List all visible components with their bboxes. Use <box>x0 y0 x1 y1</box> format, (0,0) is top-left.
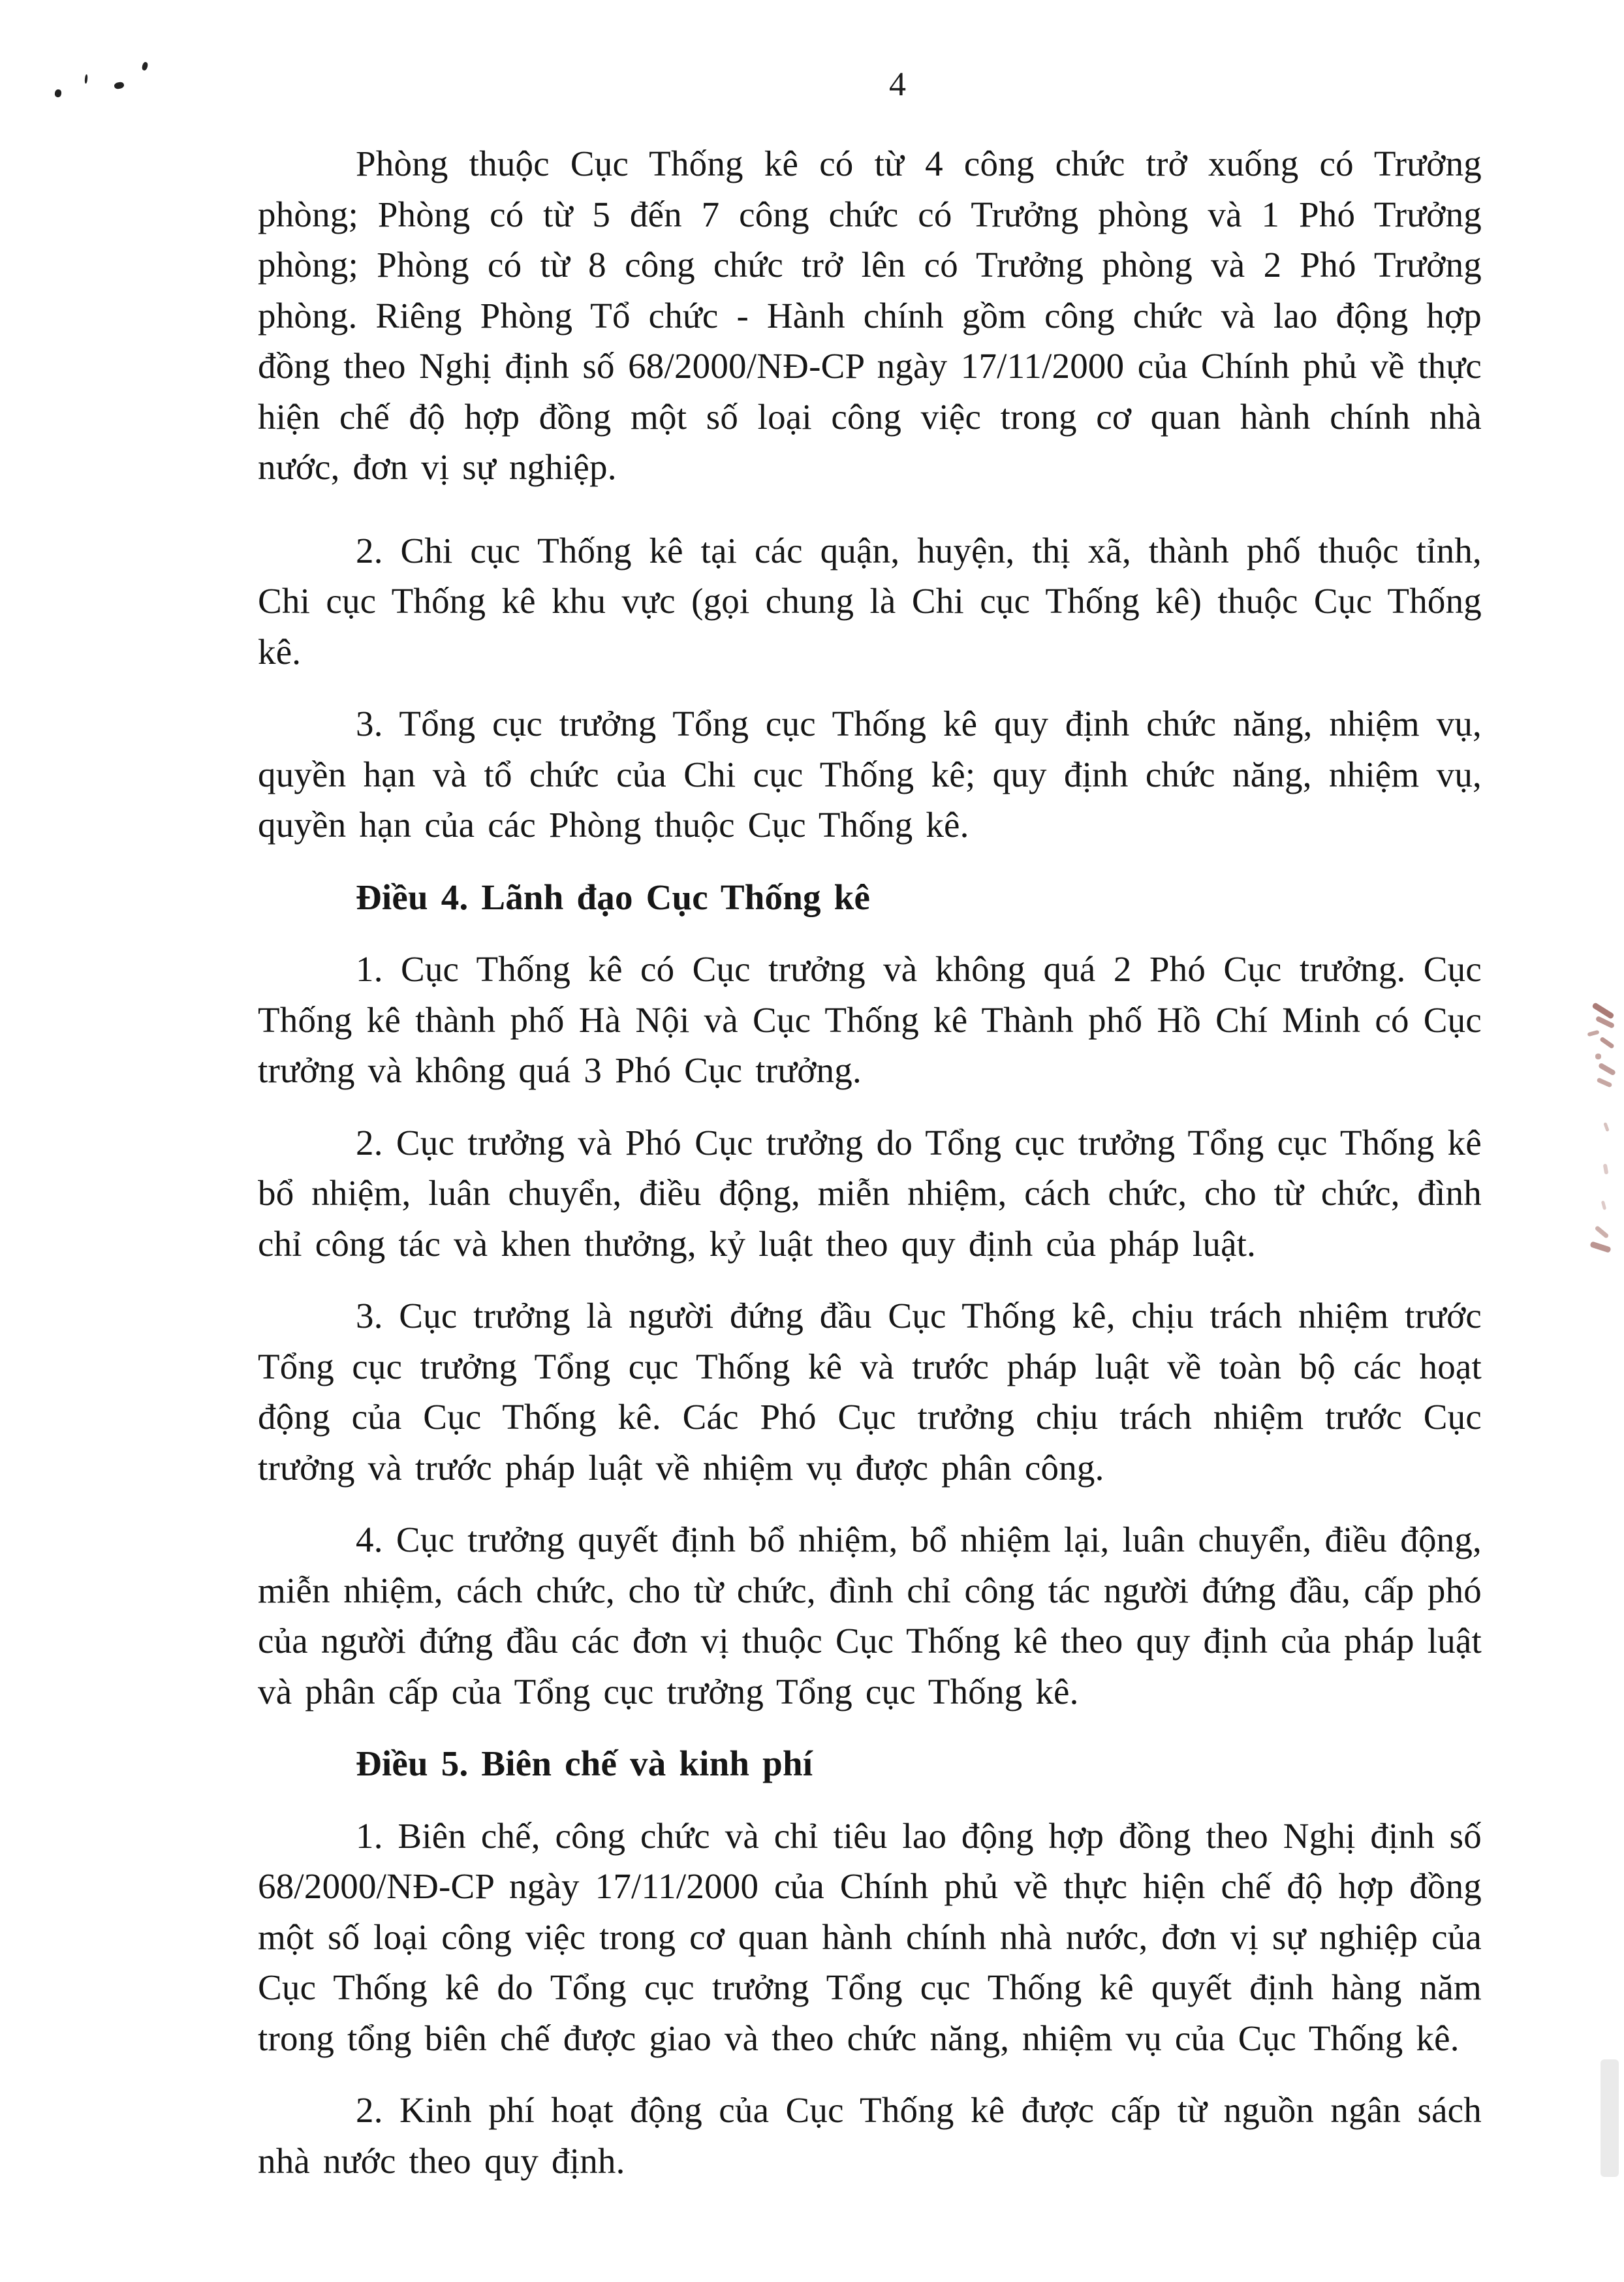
ink-speck <box>84 74 87 84</box>
paragraph-dieu5-1: 1. Biên chế, công chức và chỉ tiêu lao động hợp đồng theo Nghị định số 68/2000/NĐ-CP ngày 17/11/2000 của Chính phủ về thực hiện chế độ hợp đồng một số loại công việc trong cơ quan hành chính nhà nước, đơn vị sự nghiệp của Cục Thống kê do Tổng cục trưởng Tổng cục Thống kê quyết định hàng năm trong tổng biên chế được giao và theo chức năng, nhiệm vụ của Cục Thống kê. <box>258 1815 1482 2058</box>
margin-handwriting-mark <box>1591 1002 1614 1020</box>
ink-speck <box>54 89 62 98</box>
margin-handwriting-mark <box>1601 1200 1606 1210</box>
margin-handwriting-mark <box>1599 1037 1615 1050</box>
paragraph-dieu4-3: 3. Cục trưởng là người đứng đầu Cục Thống kê, chịu trách nhiệm trước Tổng cục trưởng Tổng cục Thống kê và trước pháp luật về toàn bộ các hoạt động của Cục Thống kê. Các Phó Cục trưởng chịu trách nhiệm trước Cục trưởng và trước pháp luật về nhiệm vụ được phân công. <box>258 1296 1482 1488</box>
paragraph-dieu4-4: 4. Cục trưởng quyết định bổ nhiệm, bổ nhiệm lại, luân chuyển, điều động, miễn nhiệm, cách chức, cho từ chức, đình chỉ công tác người đứng đầu, cấp phó của người đứng đầu các đơn vị thuộc Cục Thống kê theo quy định của pháp luật và phân cấp của Tổng cục trưởng Tổng cục Thống kê. <box>258 1520 1482 1712</box>
margin-handwriting-mark <box>1603 1122 1609 1132</box>
paragraph-dieu5-2: 2. Kinh phí hoạt động của Cục Thống kê được cấp từ nguồn ngân sách nhà nước theo quy định. <box>258 2090 1482 2181</box>
section-heading-dieu-4: Điều 4. Lãnh đạo Cục Thống kê <box>356 877 871 917</box>
page-number: 4 <box>889 66 906 103</box>
document-body <box>258 138 1482 2208</box>
section-heading-dieu-5: Điều 5. Biên chế và kinh phí <box>356 1743 813 1783</box>
scan-edge-artifact <box>1601 2059 1619 2177</box>
paragraph-dieu4-1: 1. Cục Thống kê có Cục trưởng và không quá 2 Phó Cục trưởng. Cục Thống kê thành phố Hà Nội và Cục Thống kê Thành phố Hồ Chí Minh có Cục trưởng và không quá 3 Phó Cục trưởng. <box>258 949 1482 1090</box>
margin-handwriting-mark <box>1597 1077 1613 1087</box>
margin-handwriting-mark <box>1598 1063 1616 1076</box>
ink-speck <box>141 61 148 71</box>
margin-handwriting-mark <box>1595 1225 1610 1239</box>
ink-speck <box>114 82 125 89</box>
margin-handwriting-mark <box>1595 1054 1601 1059</box>
margin-handwriting-mark <box>1589 1241 1611 1253</box>
margin-handwriting-mark <box>1603 1164 1609 1175</box>
paragraph-phong-thuoc: Phòng thuộc Cục Thống kê có từ 4 công chức trở xuống có Trưởng phòng; Phòng có từ 5 đến 7 công chức có Trưởng phòng và 1 Phó Trưởng phòng; Phòng có từ 8 công chức trở lên có Trưởng phòng và 2 Phó Trưởng phòng. Riêng Phòng Tổ chức - Hành chính gồm công chức và lao động hợp đồng theo Nghị định số 68/2000/NĐ-CP ngày 17/11/2000 của Chính phủ về thực hiện chế độ hợp đồng một số loại công việc trong cơ quan hành chính nhà nước, đơn vị sự nghiệp. <box>258 144 1482 487</box>
paragraph-chi-cuc: 2. Chi cục Thống kê tại các quận, huyện, thị xã, thành phố thuộc tỉnh, Chi cục Thống kê khu vực (gọi chung là Chi cục Thống kê) thuộc Cục Thống kê. <box>258 530 1482 672</box>
paragraph-dieu4-2: 2. Cục trưởng và Phó Cục trưởng do Tổng cục trưởng Tổng cục Thống kê bổ nhiệm, luân chuyển, điều động, miễn nhiệm, cách chức, cho từ chức, đình chỉ công tác và khen thưởng, kỷ luật theo quy định của pháp luật. <box>258 1122 1482 1264</box>
paragraph-tong-cuc-truong: 3. Tổng cục trưởng Tổng cục Thống kê quy định chức năng, nhiệm vụ, quyền hạn và tổ chức của Chi cục Thống kê; quy định chức năng, nhiệm vụ, quyền hạn của các Phòng thuộc Cục Thống kê. <box>258 704 1482 845</box>
margin-handwriting-mark <box>1587 1030 1600 1037</box>
